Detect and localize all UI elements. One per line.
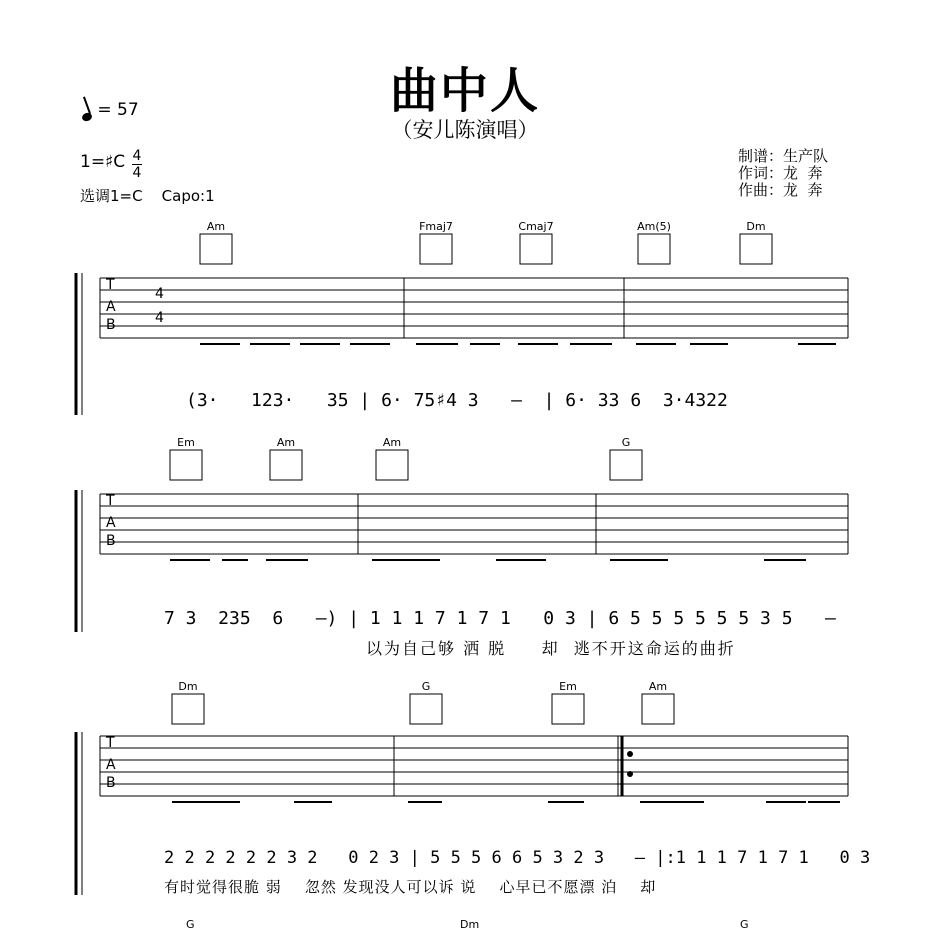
song-subtitle: （安儿陈演唱） (391, 118, 539, 142)
time-sig-top: 4 (132, 148, 142, 164)
song-title: 曲中人 (389, 63, 540, 119)
jianpu-line: 7 3 235 6 —) | 1 1 1 7 1 7 1 0 3 | 6 5 5 5 5 5 5 3 5 — (164, 608, 836, 629)
tempo-value: = 57 (97, 100, 139, 120)
svg-text:A: A (106, 515, 116, 531)
svg-text:4: 4 (155, 310, 164, 326)
chord-label: Cmaj7 (518, 220, 554, 233)
svg-text:A: A (106, 757, 116, 773)
chord-label: Em (177, 436, 195, 449)
jianpu-line: 2 2 2 2 2 2 3 2 0 2 3 | 5 5 5 6 6 5 3 2 3 — |:1 1 1 7 1 7 1 0 3 (164, 848, 871, 868)
credit-composer: 作曲：龙 奔 (738, 181, 823, 199)
time-sig-bottom: 4 (132, 165, 142, 181)
chord-label: Am(5) (637, 220, 671, 233)
svg-text:B: B (106, 533, 116, 549)
chord-label: Dm (178, 680, 198, 693)
chord-label: Fmaj7 (419, 220, 453, 233)
credit-lyricist: 作词：龙 奔 (738, 164, 823, 182)
svg-text:T: T (106, 735, 115, 751)
bottom-chord-label: G (186, 918, 195, 931)
chord-label: Am (648, 680, 668, 693)
chord-label: Am (382, 436, 402, 449)
bottom-chord-label: Dm (460, 918, 480, 931)
lyrics-line: 有时觉得很脆 弱 忽然 发现没人可以诉 说 心早已不愿漂 泊 却 (164, 878, 657, 896)
key-signature: 1=♯C (80, 152, 126, 172)
svg-text:B: B (106, 317, 116, 333)
credit-arranger: 制谱：生产队 (738, 147, 829, 165)
chord-label: Dm (746, 220, 766, 233)
capo-info: 选调1=C Capo:1 (80, 187, 215, 205)
jianpu-line: (3· 123· 35 | 6· 75♯4 3 — | 6· 33 6 3·4322 (186, 390, 728, 411)
svg-text:4: 4 (155, 286, 164, 302)
chord-label: G (421, 680, 431, 693)
svg-text:A: A (106, 299, 116, 315)
svg-text:T: T (106, 493, 115, 509)
svg-text:B: B (106, 775, 116, 791)
chord-label: Am (276, 436, 296, 449)
lyrics-line: 以为自己够 洒 脱 却 逃不开这命运的曲折 (366, 639, 736, 658)
tab-letter-t: T (106, 277, 115, 293)
chord-label: G (621, 436, 631, 449)
bottom-chord-label: G (740, 918, 749, 931)
chord-label: Em (559, 680, 577, 693)
chord-label: Am (206, 220, 226, 233)
